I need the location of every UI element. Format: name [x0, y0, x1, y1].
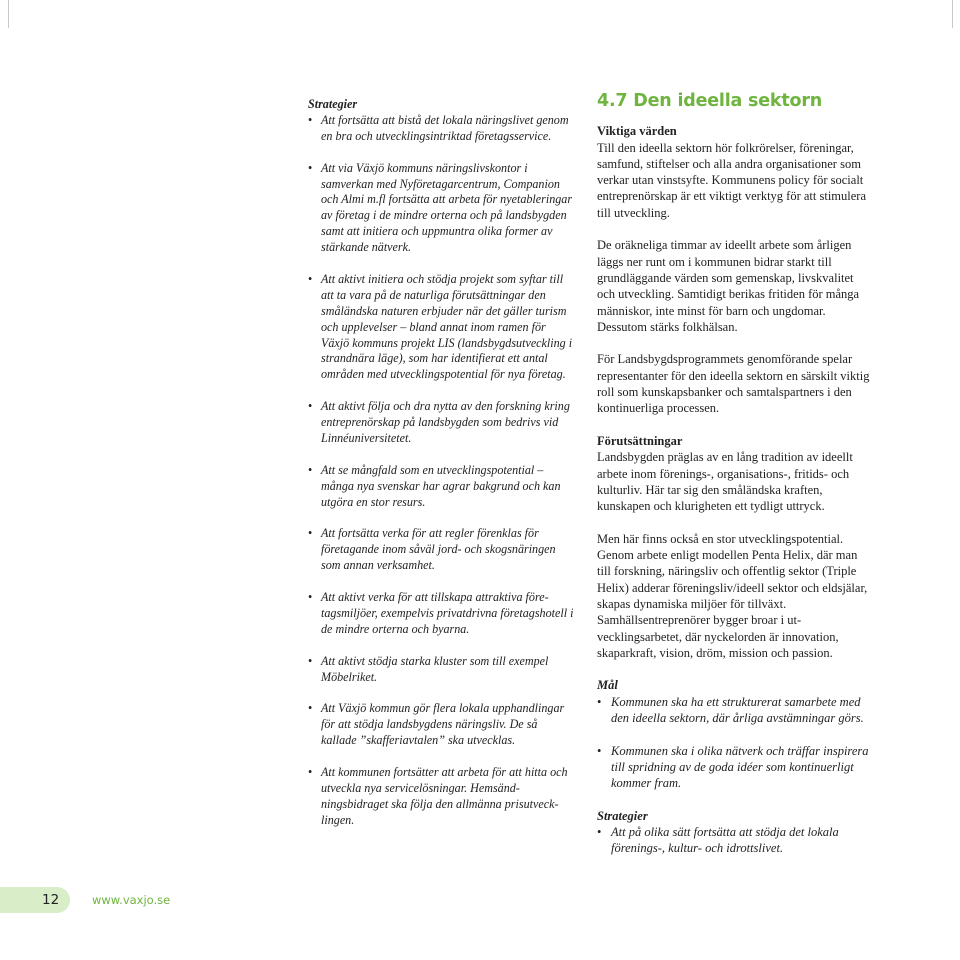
left-bullet-text: Att aktivt verka för att tillskapa attraktiva företagsmiljöer, exempelvis privatdrivna företagshotell i de mindre orterna och byarna.	[321, 590, 574, 636]
bullet-icon: •	[597, 694, 602, 709]
left-bullet-item	[308, 590, 576, 638]
bullet-icon: •	[597, 825, 602, 840]
left-bullet-item	[308, 526, 576, 574]
mal-bullet-text: Kommunen ska i olika nätverk och träffar inspirera till spridning av de goda idéer som kontinuerligt kommer fram.	[611, 743, 869, 791]
paragraph: Till den ideella sektorn hör folkrörelser, föreningar, samfund, stiftelser och alla andra organisationer som verkar utan vinstsyfte. Kommunens policy för socialt entreprenörskap är ett viktigt verktyg för att stimulera till utveckling.	[597, 140, 867, 220]
bullet-icon: •	[597, 743, 602, 758]
left-bullet-item	[308, 701, 576, 749]
viktiga-varden-heading: Viktiga värden	[597, 124, 677, 139]
bullet-icon: •	[308, 462, 313, 477]
mal-bullet-item	[597, 743, 872, 792]
bullet-icon: •	[308, 701, 313, 716]
left-bullet-text: Att se mångfald som en utvecklingspotential – många nya svenskar har agrar bakgrund och kan utgöra en stor resurs.	[321, 462, 561, 509]
bullet-icon: •	[308, 271, 313, 286]
bullet-icon: •	[308, 590, 313, 604]
left-bullet-text: Att kommunen fortsätter att arbeta för att hitta och utveckla nya servicelösningar. Hemsändningsbidraget ska följa den allmänna prisutvecklingen.	[321, 764, 568, 827]
left-bullet-text: Att aktivt initiera och stödja projekt som syftar till att ta vara på de naturliga förutsättningar den småländska naturen erbjuder när det gäller turism och upplevelser – bland annat inom ramen för Växjö kommuns projekt LIS (landsbygdsutveckling i strandnära läge), som har identifierat ett antal områden med utvecklingspotential för nya företag.	[321, 271, 573, 382]
left-bullet-text: Att fortsätta att bistå det lokala näringslivet genom en bra och utvecklingsintriktad företagsservice.	[321, 112, 569, 143]
bullet-icon: •	[308, 653, 313, 668]
strategier-bullet-item	[597, 824, 872, 857]
mal-heading: Mål	[597, 678, 618, 693]
page-number-text: 12	[42, 892, 60, 908]
page-number	[0, 887, 70, 913]
strategier-heading: Strategier	[597, 808, 648, 823]
bullet-icon: •	[308, 764, 313, 779]
left-bullet-item	[308, 272, 576, 383]
forutsattningar-heading: Förutsättningar	[597, 433, 683, 448]
paragraph: Men här finns också en stor utvecklingspotential. Genom arbete enligt modellen Penta Helix, där man till forskning, näringsliv och offentlig sektor (Triple Helix) adderar föreningsliv/ideell sektor och eldsjälar, skapas dynamiska miljöer för tillväxt. Samhällsentreprenörer bygger broar i utvecklingsarbetet, där nyckelorden är innovation, skaparkraft, vision, dröm, mission och passion.	[597, 531, 868, 660]
paragraph: Landsbygden präglas av en lång tradition av ideellt arbete inom förenings-, organisations-, fritids- och kulturliv. Här tar sig den småländska kraften, kunskapen och klurigheten ett tydligt uttryck.	[597, 450, 853, 514]
bullet-icon: •	[308, 399, 313, 414]
paragraph: För Landsbygdsprogrammets genomförande spelar representanter för den ideella sektorn en särskilt viktig roll som kunskapsbanker och samtalspartners i den kontinuerliga processen.	[597, 352, 870, 416]
mal-bullet-text: Kommunen ska ha ett strukturerat samarbete med den ideella sektorn, där årliga avstämningar görs.	[611, 694, 864, 725]
bullet-icon: •	[308, 160, 313, 175]
paragraph: De oräkneliga timmar av ideellt arbete som årligen läggs ner runt om i kommunen bidrar starkt till grundläggande värden som gemenskap, livskvalitet och utveckling. Samtidigt berikas fritiden för många människor, inte minst för barn och ungdomar. Dessutom stärks folkhälsan.	[597, 238, 860, 334]
left-bullet-item	[308, 463, 576, 511]
left-bullet-text: Att via Växjö kommuns näringslivskontor i samverkan med Nyföretagarcentrum, Companion och Almi m.fl fortsätta att arbeta för nyetableringar av företag i de mindre orterna och på landsbygden samt att initiera och uppmuntra olika former av stärkande nätverk.	[321, 160, 573, 255]
footer-url-link[interactable]: www.vaxjo.se	[92, 893, 171, 907]
left-strategier-heading: Strategier	[308, 97, 358, 111]
bullet-icon: •	[308, 112, 313, 127]
left-bullet-item	[308, 654, 576, 686]
left-bullet-item	[308, 161, 576, 256]
left-bullet-text: Att Växjö kommun gör flera lokala upphandlingar för att stödja landsbygdens näringsliv. De så kallade ”skafferiavtalen” ska utvecklas.	[321, 701, 565, 748]
strategier-bullet-text: Att på olika sätt fortsätta att stödja det lokala förenings-, kultur- och idrottslivet.	[611, 825, 839, 856]
mal-bullet-item	[597, 694, 872, 727]
left-bullet-item	[308, 113, 576, 145]
crop-mark-left	[8, 0, 9, 28]
right-column	[597, 93, 872, 873]
left-bullet-item	[308, 765, 576, 829]
left-bullet-item	[308, 399, 576, 447]
left-column	[308, 97, 576, 844]
left-bullet-text: Att fortsätta verka för att regler förenklas för företagande inom såväl jord- och skogsnäringen som annan verksamhet.	[321, 526, 556, 573]
crop-mark-right	[952, 0, 953, 28]
bullet-icon: •	[308, 526, 313, 541]
left-bullet-text: Att aktivt stödja starka kluster som till exempel Möbelriket.	[321, 653, 549, 684]
section-title: 4.7 Den ideella sektorn	[597, 91, 823, 111]
left-bullet-text: Att aktivt följa och dra nytta av den forskning kring entreprenörskap på landsbygden som bedrivs vid Linnéuniversitetet.	[321, 399, 570, 445]
